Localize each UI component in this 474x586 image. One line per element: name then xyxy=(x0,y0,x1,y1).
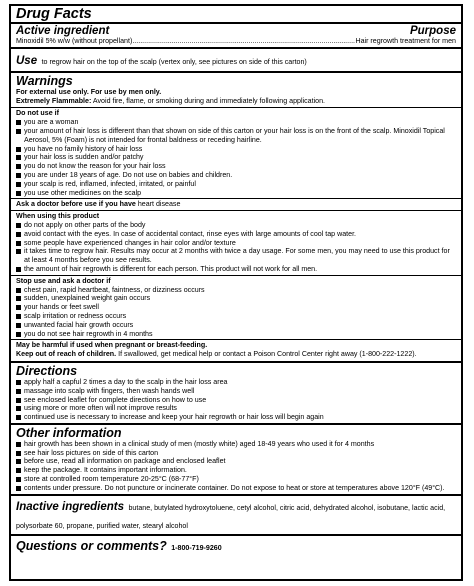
use-text: to regrow hair on the top of the scalp (vertex only, see pictures on side of this carton) xyxy=(41,57,307,66)
flammable-warning xyxy=(16,97,456,106)
list-item: you have no family history of hair loss xyxy=(16,145,456,154)
ask-doctor-block xyxy=(11,198,461,210)
list-item: do not apply on other parts of the body xyxy=(16,221,456,230)
active-ingredient-name: Minoxidil 5% w/w (without propellant) xyxy=(16,37,133,45)
external-use-warning: For external use only. For use by men only. xyxy=(16,87,162,96)
square-bullet-icon xyxy=(16,323,21,328)
active-heading-row xyxy=(16,25,456,37)
square-bullet-icon xyxy=(16,223,21,228)
square-bullet-icon xyxy=(16,442,21,447)
list-item: you are a woman xyxy=(16,118,456,127)
list-item: store at controlled room temperature 20-25°C (68-77°F) xyxy=(16,475,456,484)
square-bullet-icon xyxy=(16,459,21,464)
pregnancy-warning: May be harmful if used when pregnant or breast-feeding. xyxy=(16,341,208,350)
active-ingredient-purpose: Hair regrowth treatment for men xyxy=(355,37,456,45)
list-item: your hands or feet swell xyxy=(16,303,456,312)
purpose-heading: Purpose xyxy=(409,25,456,37)
square-bullet-icon xyxy=(16,182,21,187)
flammable-label: Extremely Flammable: xyxy=(16,96,92,105)
list-item: scalp irritation or redness occurs xyxy=(16,312,456,321)
flammable-text: Avoid fire, flame, or smoking during and immediately following application. xyxy=(92,96,326,105)
square-bullet-icon xyxy=(16,305,21,310)
list-item: continued use is necessary to increase and keep your hair regrowth or hair loss will begin again xyxy=(16,413,456,422)
square-bullet-icon xyxy=(16,155,21,160)
square-bullet-icon xyxy=(16,267,21,272)
list-item: the amount of hair regrowth is different for each person. This product will not work for all men. xyxy=(16,265,456,274)
list-item: apply half a capful 2 times a day to the scalp in the hair loss area xyxy=(16,378,456,387)
children-label: Keep out of reach of children. xyxy=(16,350,117,359)
square-bullet-icon xyxy=(16,173,21,178)
square-bullet-icon xyxy=(16,468,21,473)
square-bullet-icon xyxy=(16,232,21,237)
square-bullet-icon xyxy=(16,296,21,301)
inactive-ingredients-heading: Inactive ingredients xyxy=(16,500,125,513)
active-ingredient-row xyxy=(16,37,456,46)
list-item: you do not know the reason for your hair loss xyxy=(16,162,456,171)
square-bullet-icon xyxy=(16,451,21,456)
square-bullet-icon xyxy=(16,332,21,337)
title-section xyxy=(11,6,461,24)
stop-use-heading: Stop use and ask a doctor if xyxy=(16,276,111,285)
list-item: unwanted facial hair growth occurs xyxy=(16,321,456,330)
list-item: it takes time to regrow hair. Results may occur at 2 months with twice a day usage. For some men, you may need to use this product for at least 4 months before you see results. xyxy=(16,247,456,265)
list-item: you are under 18 years of age. Do not use on babies and children. xyxy=(16,171,456,180)
list-item: chest pain, rapid heartbeat, faintness, or dizziness occurs xyxy=(16,286,456,295)
list-item: see enclosed leaflet for complete directions on how to use xyxy=(16,396,456,405)
pregnancy-children-block xyxy=(11,339,461,360)
use-heading: Use xyxy=(16,54,38,67)
square-bullet-icon xyxy=(16,191,21,196)
ask-doctor-text: heart disease xyxy=(137,200,181,209)
square-bullet-icon xyxy=(16,164,21,169)
square-bullet-icon xyxy=(16,129,21,134)
square-bullet-icon xyxy=(16,389,21,394)
square-bullet-icon xyxy=(16,314,21,319)
other-information-heading: Other information xyxy=(16,425,122,440)
list-item: contents under pressure. Do not puncture or incinerate container. Do not expose to heat or store at temperatures above 120°F (49°C). xyxy=(16,484,456,493)
questions-heading: Questions or comments? xyxy=(16,538,167,553)
warnings-section xyxy=(11,73,461,363)
square-bullet-icon xyxy=(16,249,21,254)
stop-use-block xyxy=(11,275,461,340)
square-bullet-icon xyxy=(16,288,21,293)
directions-heading: Directions xyxy=(16,363,78,378)
square-bullet-icon xyxy=(16,477,21,482)
list-item: your hair loss is sudden and/or patchy xyxy=(16,153,456,162)
list-item: hair growth has been shown in a clinical study of men (mostly white) aged 18-49 years who used it for 4 months xyxy=(16,440,456,449)
list-item: some people have experienced changes in hair color and/or texture xyxy=(16,239,456,248)
other-information-section xyxy=(11,425,461,496)
do-not-use-block xyxy=(11,107,461,198)
list-item: massage into scalp with fingers, then wash hands well xyxy=(16,387,456,396)
list-item: using more or more often will not improve results xyxy=(16,404,456,413)
children-warning xyxy=(16,350,456,359)
square-bullet-icon xyxy=(16,241,21,246)
when-using-block xyxy=(11,210,461,275)
list-item: you do not see hair regrowth in 4 months xyxy=(16,330,456,339)
square-bullet-icon xyxy=(16,398,21,403)
drug-facts-panel xyxy=(9,4,463,581)
list-item: before use, read all information on package and enclosed leaflet xyxy=(16,457,456,466)
square-bullet-icon xyxy=(16,120,21,125)
questions-phone: 1-800-719-9260 xyxy=(171,543,222,552)
list-item: you use other medicines on the scalp xyxy=(16,189,456,198)
do-not-use-heading: Do not use if xyxy=(16,109,59,118)
list-item: your scalp is red, inflamed, infected, irritated, or painful xyxy=(16,180,456,189)
square-bullet-icon xyxy=(16,415,21,420)
square-bullet-icon xyxy=(16,380,21,385)
ask-doctor-heading: Ask a doctor before use if you have xyxy=(16,200,136,209)
active-ingredient-heading: Active ingredient xyxy=(16,25,110,37)
use-section xyxy=(11,49,461,73)
square-bullet-icon xyxy=(16,486,21,491)
list-item: see hair loss pictures on side of this carton xyxy=(16,449,456,458)
inactive-ingredients-text: butane, butylated hydroxytoluene, cetyl alcohol, citric acid, dehydrated alcohol, isobutane, lactic acid, polysorbate 60, propane, purified water, stearyl alcohol xyxy=(16,503,446,530)
questions-section xyxy=(11,536,461,556)
children-text: If swallowed, get medical help or contact a Poison Control Center right away (1-800-222-1222). xyxy=(118,350,417,359)
active-ingredient-section xyxy=(11,24,461,49)
panel-title: Drug Facts xyxy=(16,6,92,22)
dot-leader xyxy=(132,37,355,46)
list-item: sudden, unexplained weight gain occurs xyxy=(16,294,456,303)
warnings-heading: Warnings xyxy=(16,73,73,88)
square-bullet-icon xyxy=(16,147,21,152)
when-using-heading: When using this product xyxy=(16,212,100,221)
list-item: keep the package. It contains important information. xyxy=(16,466,456,475)
directions-section xyxy=(11,363,461,425)
inactive-ingredients-section xyxy=(11,496,461,536)
list-item: avoid contact with the eyes. In case of accidental contact, rinse eyes with large amounts of cool tap water. xyxy=(16,230,456,239)
square-bullet-icon xyxy=(16,406,21,411)
list-item: your amount of hair loss is different than that shown on side of this carton or your hair loss is on the front of the scalp. Minoxidil Topical Aerosol, 5% (Foam) is not intended for frontal baldness or receding hairline. xyxy=(16,127,456,145)
